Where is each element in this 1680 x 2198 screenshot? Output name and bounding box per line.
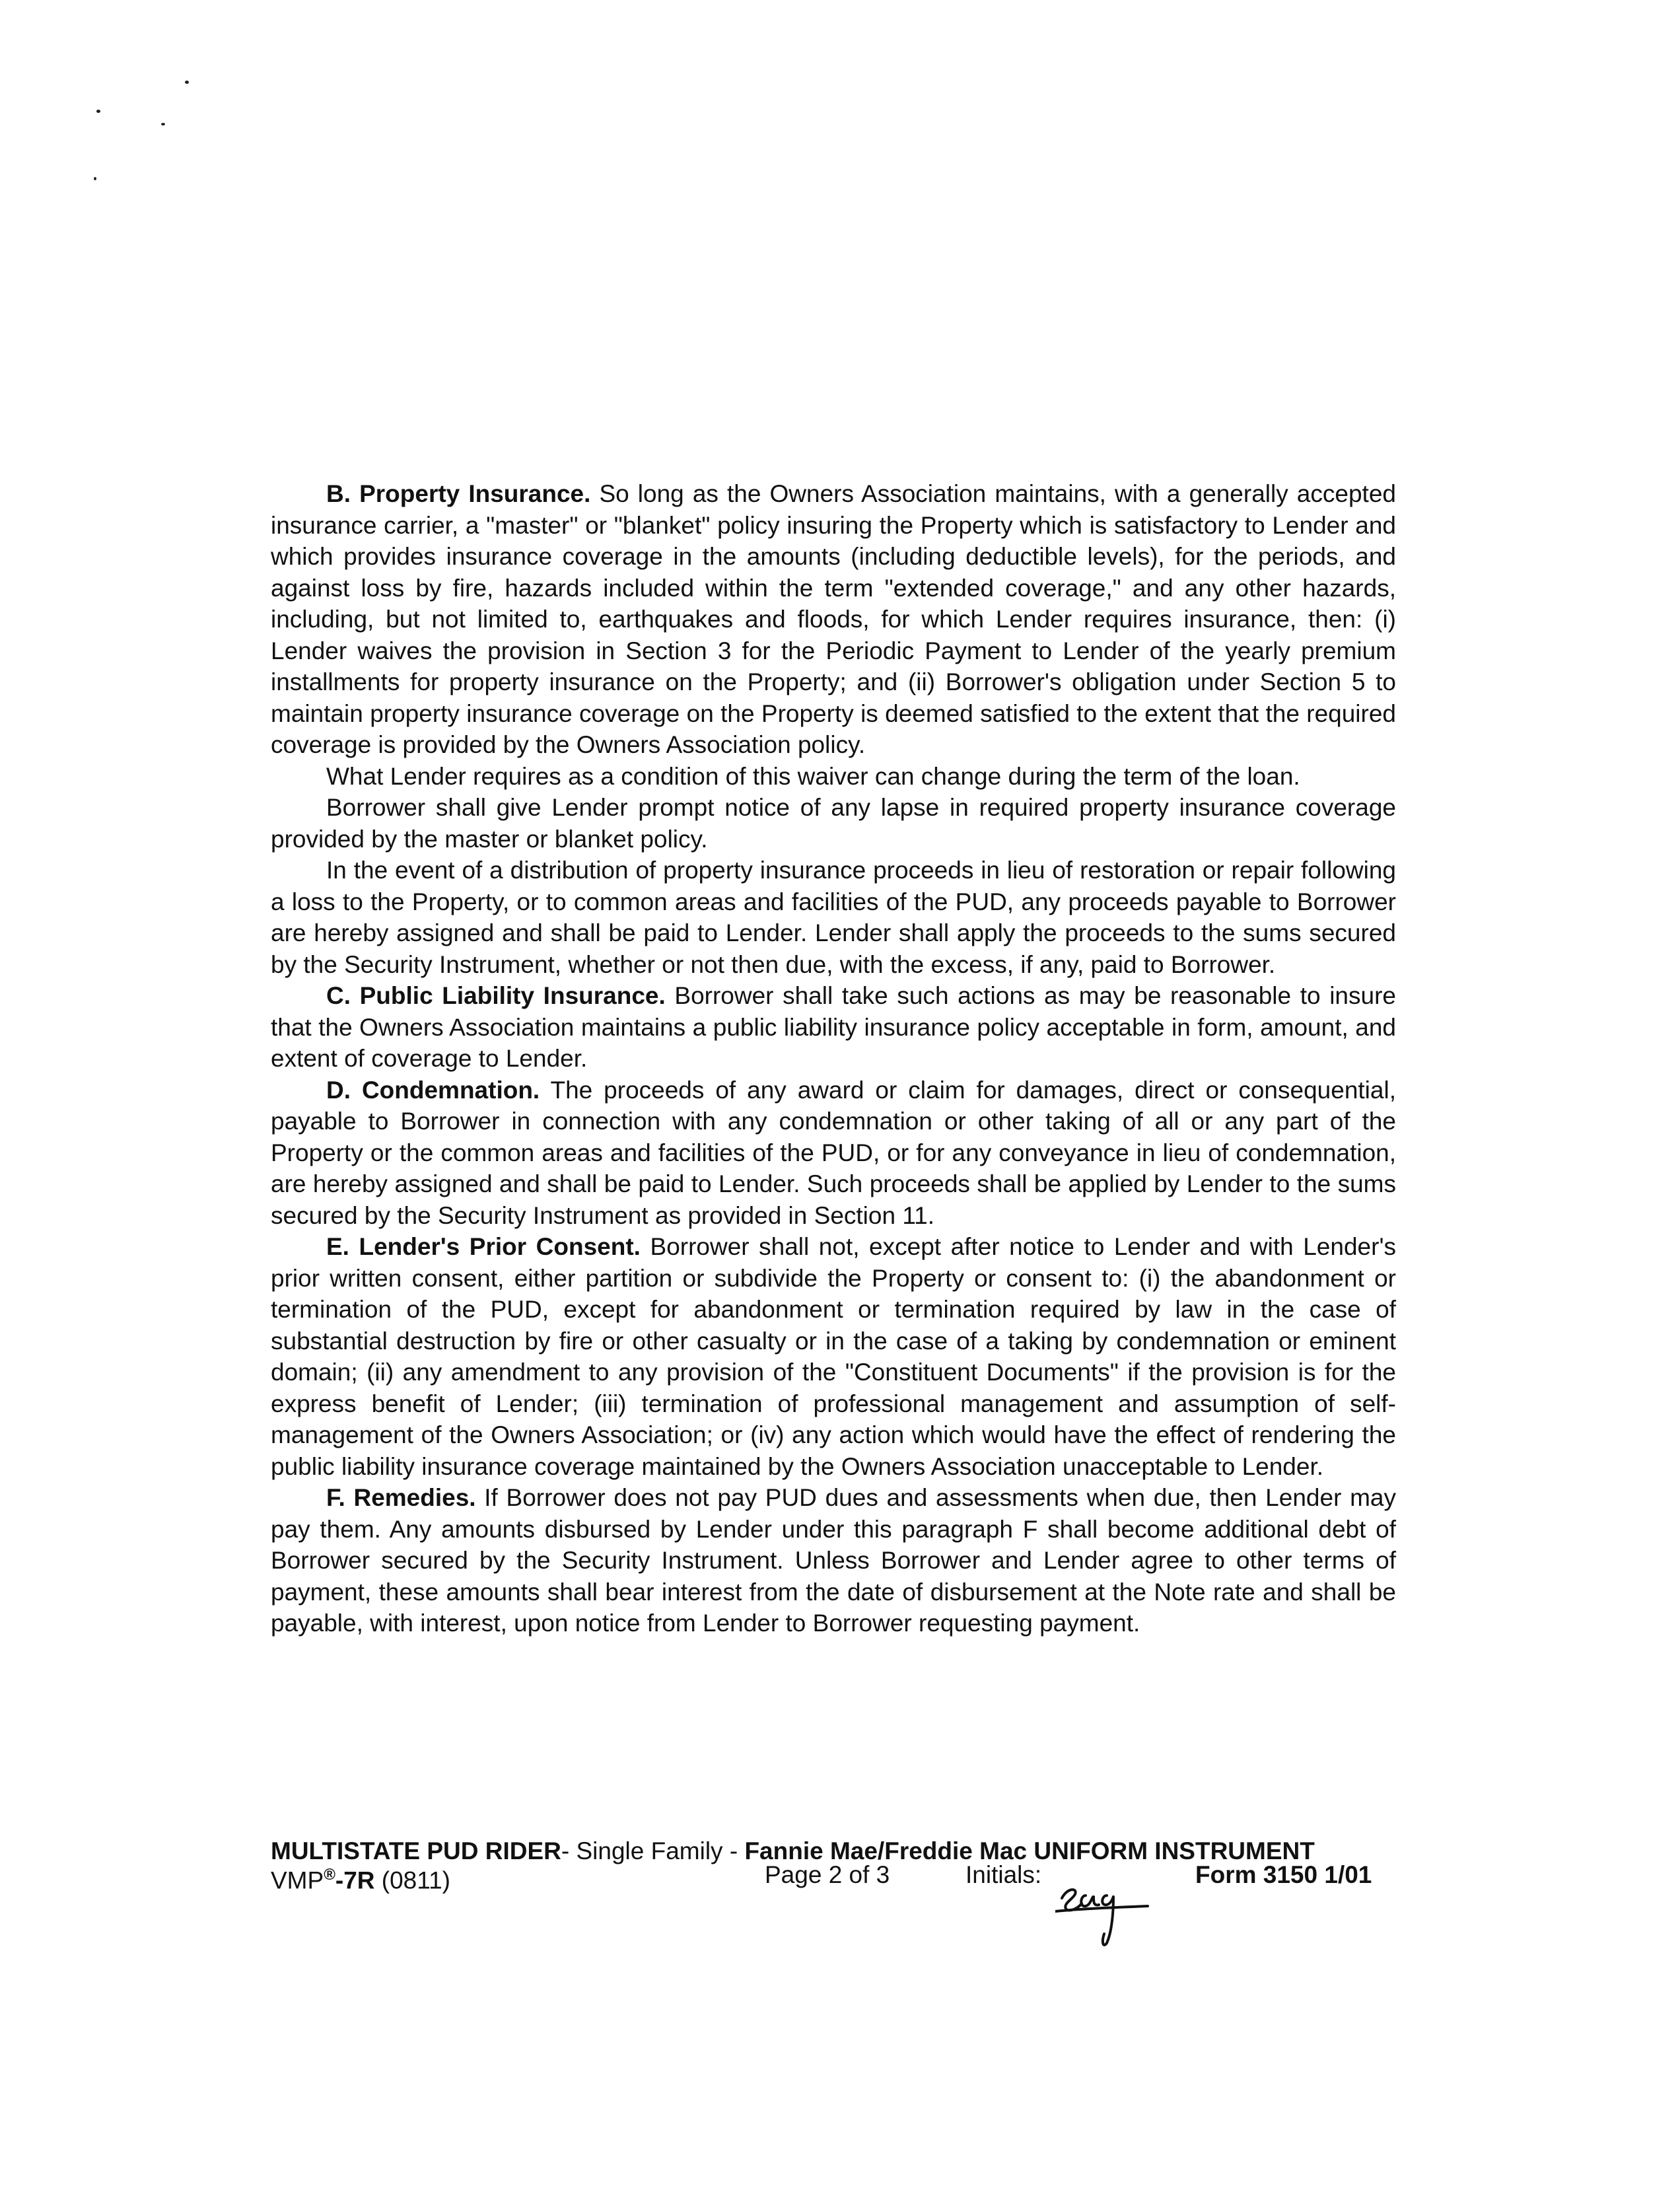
section-text: Borrower shall not, except after notice to Lender and with Lender's prior written consent, either partition or subdivide the Property or consent to: (i) the abandonment or termination of the PUD, except for abandonment or termination required by law in the case of substantial destruction by fire or other casualty or in the case of a taking by condemnation or eminent domain; (ii) any amendment to any provision of the "Constituent Documents" if the provision is for the express benefit of Lender; (iii) termination of professional management and assumption of self-management of the Owners Association; or (iv) any action which would have the effect of rendering the public liability insurance coverage maintained by the Owners Association unacceptable to Lender. [271, 1233, 1397, 1480]
section-text: Borrower shall give Lender prompt notice of any lapse in required property insurance coverage provided by the master or blanket policy. [271, 794, 1396, 853]
vmp-code [271, 1864, 450, 1892]
section-heading: C. Public Liability Insurance. [326, 982, 666, 1009]
section-text: The proceeds of any award or claim for damages, direct or consequential, payable to Borrower in connection with any condemnation or other taking of all or any part of the Property or the common areas and facilities of the PUD, or for any conveyance in lieu of condemnation, are hereby assigned and shall be paid to Lender. Such proceeds shall be applied by Lender to the sums secured by the Security Instrument as provided in Section 11. [271, 1076, 1396, 1229]
section-text: In the event of a distribution of property insurance proceeds in lieu of restoration or repair following a loss to the Property, or to common areas and facilities of the PUD, any proceeds payable to Borrower are hereby assigned and shall be paid to Lender. Lender shall apply the proceeds to the sums secured by the Security Instrument, whether or not then due, with the excess, if any, paid to Borrower. [271, 857, 1396, 978]
section-text: What Lender requires as a condition of this waiver can change during the term of the loan. [326, 762, 1300, 790]
document-body [271, 478, 1396, 1639]
form-footer [271, 1837, 1396, 1894]
vmp-form-code: -7R [335, 1866, 375, 1894]
section-text: Borrower shall take such actions as may be reasonable to insure that the Owners Association maintains a public liability insurance policy acceptable in form, amount, and extent of coverage to Lender. [271, 982, 1396, 1072]
vmp-prefix: VMP [271, 1866, 324, 1894]
instrument-name: Fannie Mae/Freddie Mac UNIFORM INSTRUMENT [744, 1837, 1315, 1864]
section-f-remedies [271, 1482, 1396, 1639]
section-heading: E. Lender's Prior Consent. [326, 1233, 641, 1260]
section-d-condemnation [271, 1075, 1396, 1232]
initials-label: Initials: [965, 1861, 1042, 1888]
page-number: Page 2 of 3 [765, 1861, 890, 1888]
scan-speck [185, 81, 189, 84]
paragraph-waiver-condition [271, 761, 1396, 793]
footer-line-2 [271, 1861, 1396, 1894]
registered-mark: ® [324, 1866, 335, 1884]
form-subtitle: - Single Family - [561, 1837, 745, 1864]
section-c-public-liability [271, 980, 1396, 1075]
footer-title-group [271, 1837, 1315, 1864]
section-heading: D. Condemnation. [326, 1076, 540, 1104]
section-b-property-insurance [271, 478, 1396, 761]
initials-signature [1055, 1865, 1154, 1951]
section-text: So long as the Owners Association maintains, with a generally accepted insurance carrier, a "master" or "blanket" policy insuring the Property which is satisfactory to Lender and which provides insurance coverage in the amounts (including deductible levels), for the periods, and against loss by fire, hazards included within the term "extended coverage," and any other hazards, including, but not limited to, earthquakes and floods, for which Lender requires insurance, then: (i) Lender waives the provision in Section 3 for the Periodic Payment to Lender of the yearly premium installments for property insurance on the Property; and (ii) Borrower's obligation under Section 5 to maintain property insurance coverage on the Property is deemed satisfied to the extent that the required coverage is provided by the Owners Association policy. [271, 480, 1396, 758]
section-text: If Borrower does not pay PUD dues and assessments when due, then Lender may pay them. Any amounts disbursed by Lender under this paragraph F shall become additional debt of Borrower secured by the Security Instrument. Unless Borrower and Lender agree to other terms of payment, these amounts shall bear interest from the date of disbursement at the Note rate and shall be payable, with interest, upon notice from Lender to Borrower requesting payment. [271, 1484, 1396, 1637]
scan-speck [96, 110, 100, 113]
form-number: Form 3150 1/01 [1195, 1861, 1372, 1888]
scan-speck [94, 177, 96, 180]
footer-line-1 [271, 1837, 1396, 1864]
section-e-prior-consent [271, 1231, 1396, 1482]
paragraph-lapse-notice [271, 792, 1396, 855]
form-title: MULTISTATE PUD RIDER [271, 1837, 561, 1864]
scan-speck [161, 123, 165, 125]
section-heading: B. Property Insurance. [326, 480, 591, 507]
paragraph-insurance-proceeds [271, 855, 1396, 980]
section-heading: F. Remedies. [326, 1484, 476, 1511]
vmp-date: (0811) [374, 1866, 450, 1894]
